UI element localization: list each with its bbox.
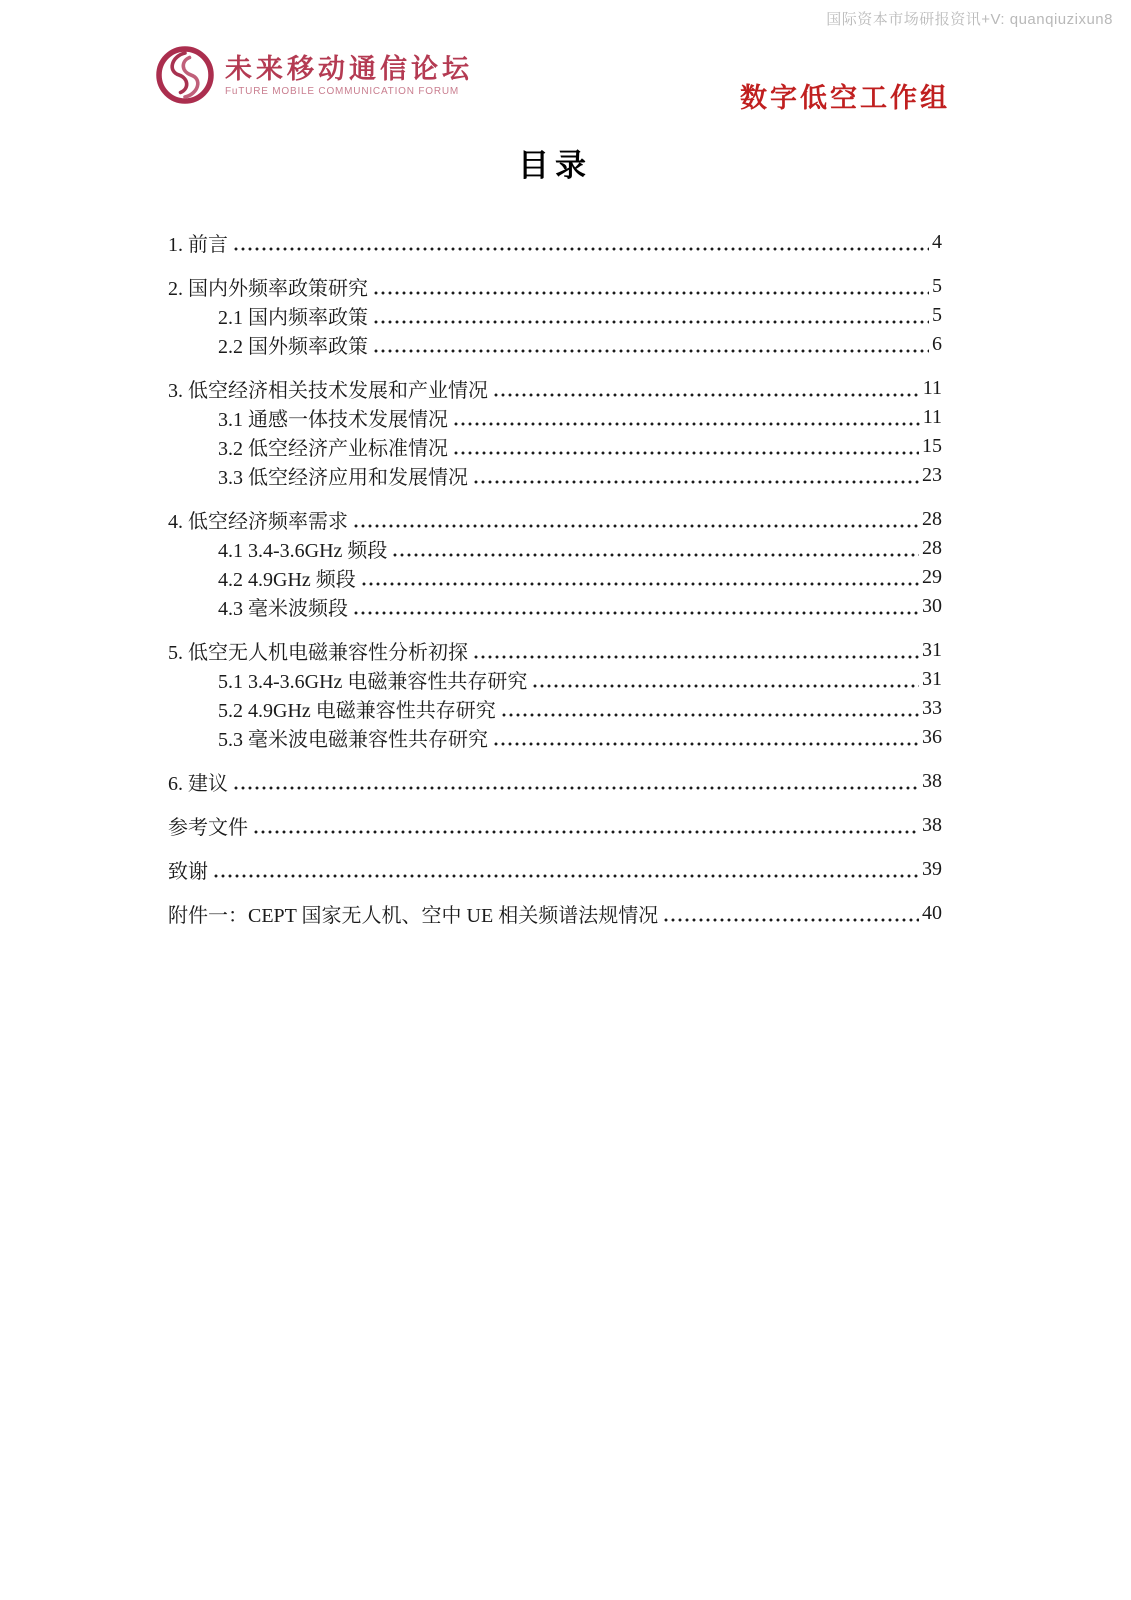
toc-dot-leader xyxy=(533,684,919,688)
toc-entry-label: 附件一：CEPT 国家无人机、空中 UE 相关频谱法规情况 xyxy=(168,905,659,927)
toc-dot-leader xyxy=(454,451,919,455)
toc-dot-leader xyxy=(474,655,919,659)
toc-dot-leader xyxy=(362,582,919,586)
toc-entry[interactable] xyxy=(168,694,942,723)
toc-entry-label: 5.2 4.9GHz 电磁兼容性共存研究 xyxy=(218,700,496,722)
forum-logo-name-en: FuTURE MOBILE COMMUNICATION FORUM xyxy=(225,86,459,98)
toc-dot-leader xyxy=(234,786,919,790)
toc-dot-leader xyxy=(374,320,929,324)
toc-entry-label: 5.1 3.4-3.6GHz 电磁兼容性共存研究 xyxy=(218,671,528,693)
watermark-text: 国际资本市场研报资讯+V: quanqiuzixun8 xyxy=(826,11,1113,28)
toc-entry-page-number: 23 xyxy=(922,464,942,486)
toc-dot-leader xyxy=(214,874,919,878)
toc-list xyxy=(168,228,942,928)
toc-entry[interactable] xyxy=(168,505,942,534)
toc-entry-label: 3.2 低空经济产业标准情况 xyxy=(218,438,448,460)
toc-entry-page-number: 39 xyxy=(922,858,942,880)
toc-entry-page-number: 28 xyxy=(922,508,942,530)
toc-dot-leader xyxy=(354,611,919,615)
toc-dot-leader xyxy=(234,247,929,251)
toc-entry-page-number: 15 xyxy=(922,435,942,457)
toc-entry-label: 3. 低空经济相关技术发展和产业情况 xyxy=(168,380,488,402)
toc-dot-leader xyxy=(374,349,929,353)
forum-logo xyxy=(155,45,473,105)
toc-entry[interactable] xyxy=(168,228,942,257)
toc-entry-label: 5.3 毫米波电磁兼容性共存研究 xyxy=(218,729,488,751)
toc-dot-leader xyxy=(393,553,919,557)
toc-entry-page-number: 36 xyxy=(922,726,942,748)
toc-entry-label: 4.1 3.4-3.6GHz 频段 xyxy=(218,540,388,562)
toc-entry-page-number: 4 xyxy=(932,231,942,253)
toc-entry[interactable] xyxy=(168,723,942,752)
toc-entry[interactable] xyxy=(168,461,942,490)
toc-dot-leader xyxy=(502,713,919,717)
toc-entry[interactable] xyxy=(168,665,942,694)
forum-logo-name-cn: 未来移动通信论坛 xyxy=(225,53,473,84)
toc-entry[interactable] xyxy=(168,534,942,563)
toc-dot-leader xyxy=(254,830,919,834)
toc-entry-page-number: 30 xyxy=(922,595,942,617)
toc-entry-label: 3.3 低空经济应用和发展情况 xyxy=(218,467,468,489)
toc-dot-leader xyxy=(494,393,920,397)
toc-dot-leader xyxy=(474,480,919,484)
toc-entry-label: 4.3 毫米波频段 xyxy=(218,598,348,620)
toc-entry[interactable] xyxy=(168,403,942,432)
toc-entry-label: 3.1 通感一体技术发展情况 xyxy=(218,409,448,431)
toc-entry[interactable] xyxy=(168,592,942,621)
toc-entry-page-number: 40 xyxy=(922,902,942,924)
toc-entry-label: 6. 建议 xyxy=(168,773,228,795)
toc-entry[interactable] xyxy=(168,811,942,840)
toc-entry[interactable] xyxy=(168,899,942,928)
toc-entry-label: 4.2 4.9GHz 频段 xyxy=(218,569,356,591)
toc-dot-leader xyxy=(354,524,919,528)
toc-entry-page-number: 11 xyxy=(922,406,942,428)
toc-entry[interactable] xyxy=(168,272,942,301)
toc-entry-label: 2.1 国内频率政策 xyxy=(218,307,368,329)
toc-entry[interactable] xyxy=(168,330,942,359)
toc-entry-label: 5. 低空无人机电磁兼容性分析初探 xyxy=(168,642,468,664)
toc-entry-page-number: 38 xyxy=(922,814,942,836)
toc-entry-page-number: 6 xyxy=(932,333,942,355)
toc-entry-page-number: 29 xyxy=(922,566,942,588)
toc-entry[interactable] xyxy=(168,563,942,592)
toc-entry-page-number: 31 xyxy=(922,639,942,661)
toc-entry-page-number: 38 xyxy=(922,770,942,792)
toc-entry-page-number: 28 xyxy=(922,537,942,559)
toc-entry-page-number: 31 xyxy=(922,668,942,690)
forum-logo-swirl-icon xyxy=(155,45,215,105)
toc-entry-label: 致谢 xyxy=(168,861,208,883)
toc-page-title: 目录 xyxy=(518,148,592,183)
toc-entry[interactable] xyxy=(168,636,942,665)
toc-entry-page-number: 11 xyxy=(922,377,942,399)
toc-entry-label: 2.2 国外频率政策 xyxy=(218,336,368,358)
toc-entry[interactable] xyxy=(168,855,942,884)
toc-dot-leader xyxy=(454,422,920,426)
toc-entry[interactable] xyxy=(168,432,942,461)
toc-entry[interactable] xyxy=(168,374,942,403)
toc-entry-page-number: 5 xyxy=(932,275,942,297)
forum-logo-text xyxy=(225,53,473,97)
toc-dot-leader xyxy=(494,742,919,746)
working-group-title: 数字低空工作组 xyxy=(740,83,950,113)
toc-entry-label: 参考文件 xyxy=(168,817,248,839)
toc-dot-leader xyxy=(664,918,919,922)
toc-entry-label: 4. 低空经济频率需求 xyxy=(168,511,348,533)
toc-entry-label: 1. 前言 xyxy=(168,234,228,256)
toc-entry-page-number: 5 xyxy=(932,304,942,326)
toc-dot-leader xyxy=(374,291,929,295)
toc-entry-label: 2. 国内外频率政策研究 xyxy=(168,278,368,300)
toc-entry-page-number: 33 xyxy=(922,697,942,719)
toc-entry[interactable] xyxy=(168,767,942,796)
toc-entry[interactable] xyxy=(168,301,942,330)
